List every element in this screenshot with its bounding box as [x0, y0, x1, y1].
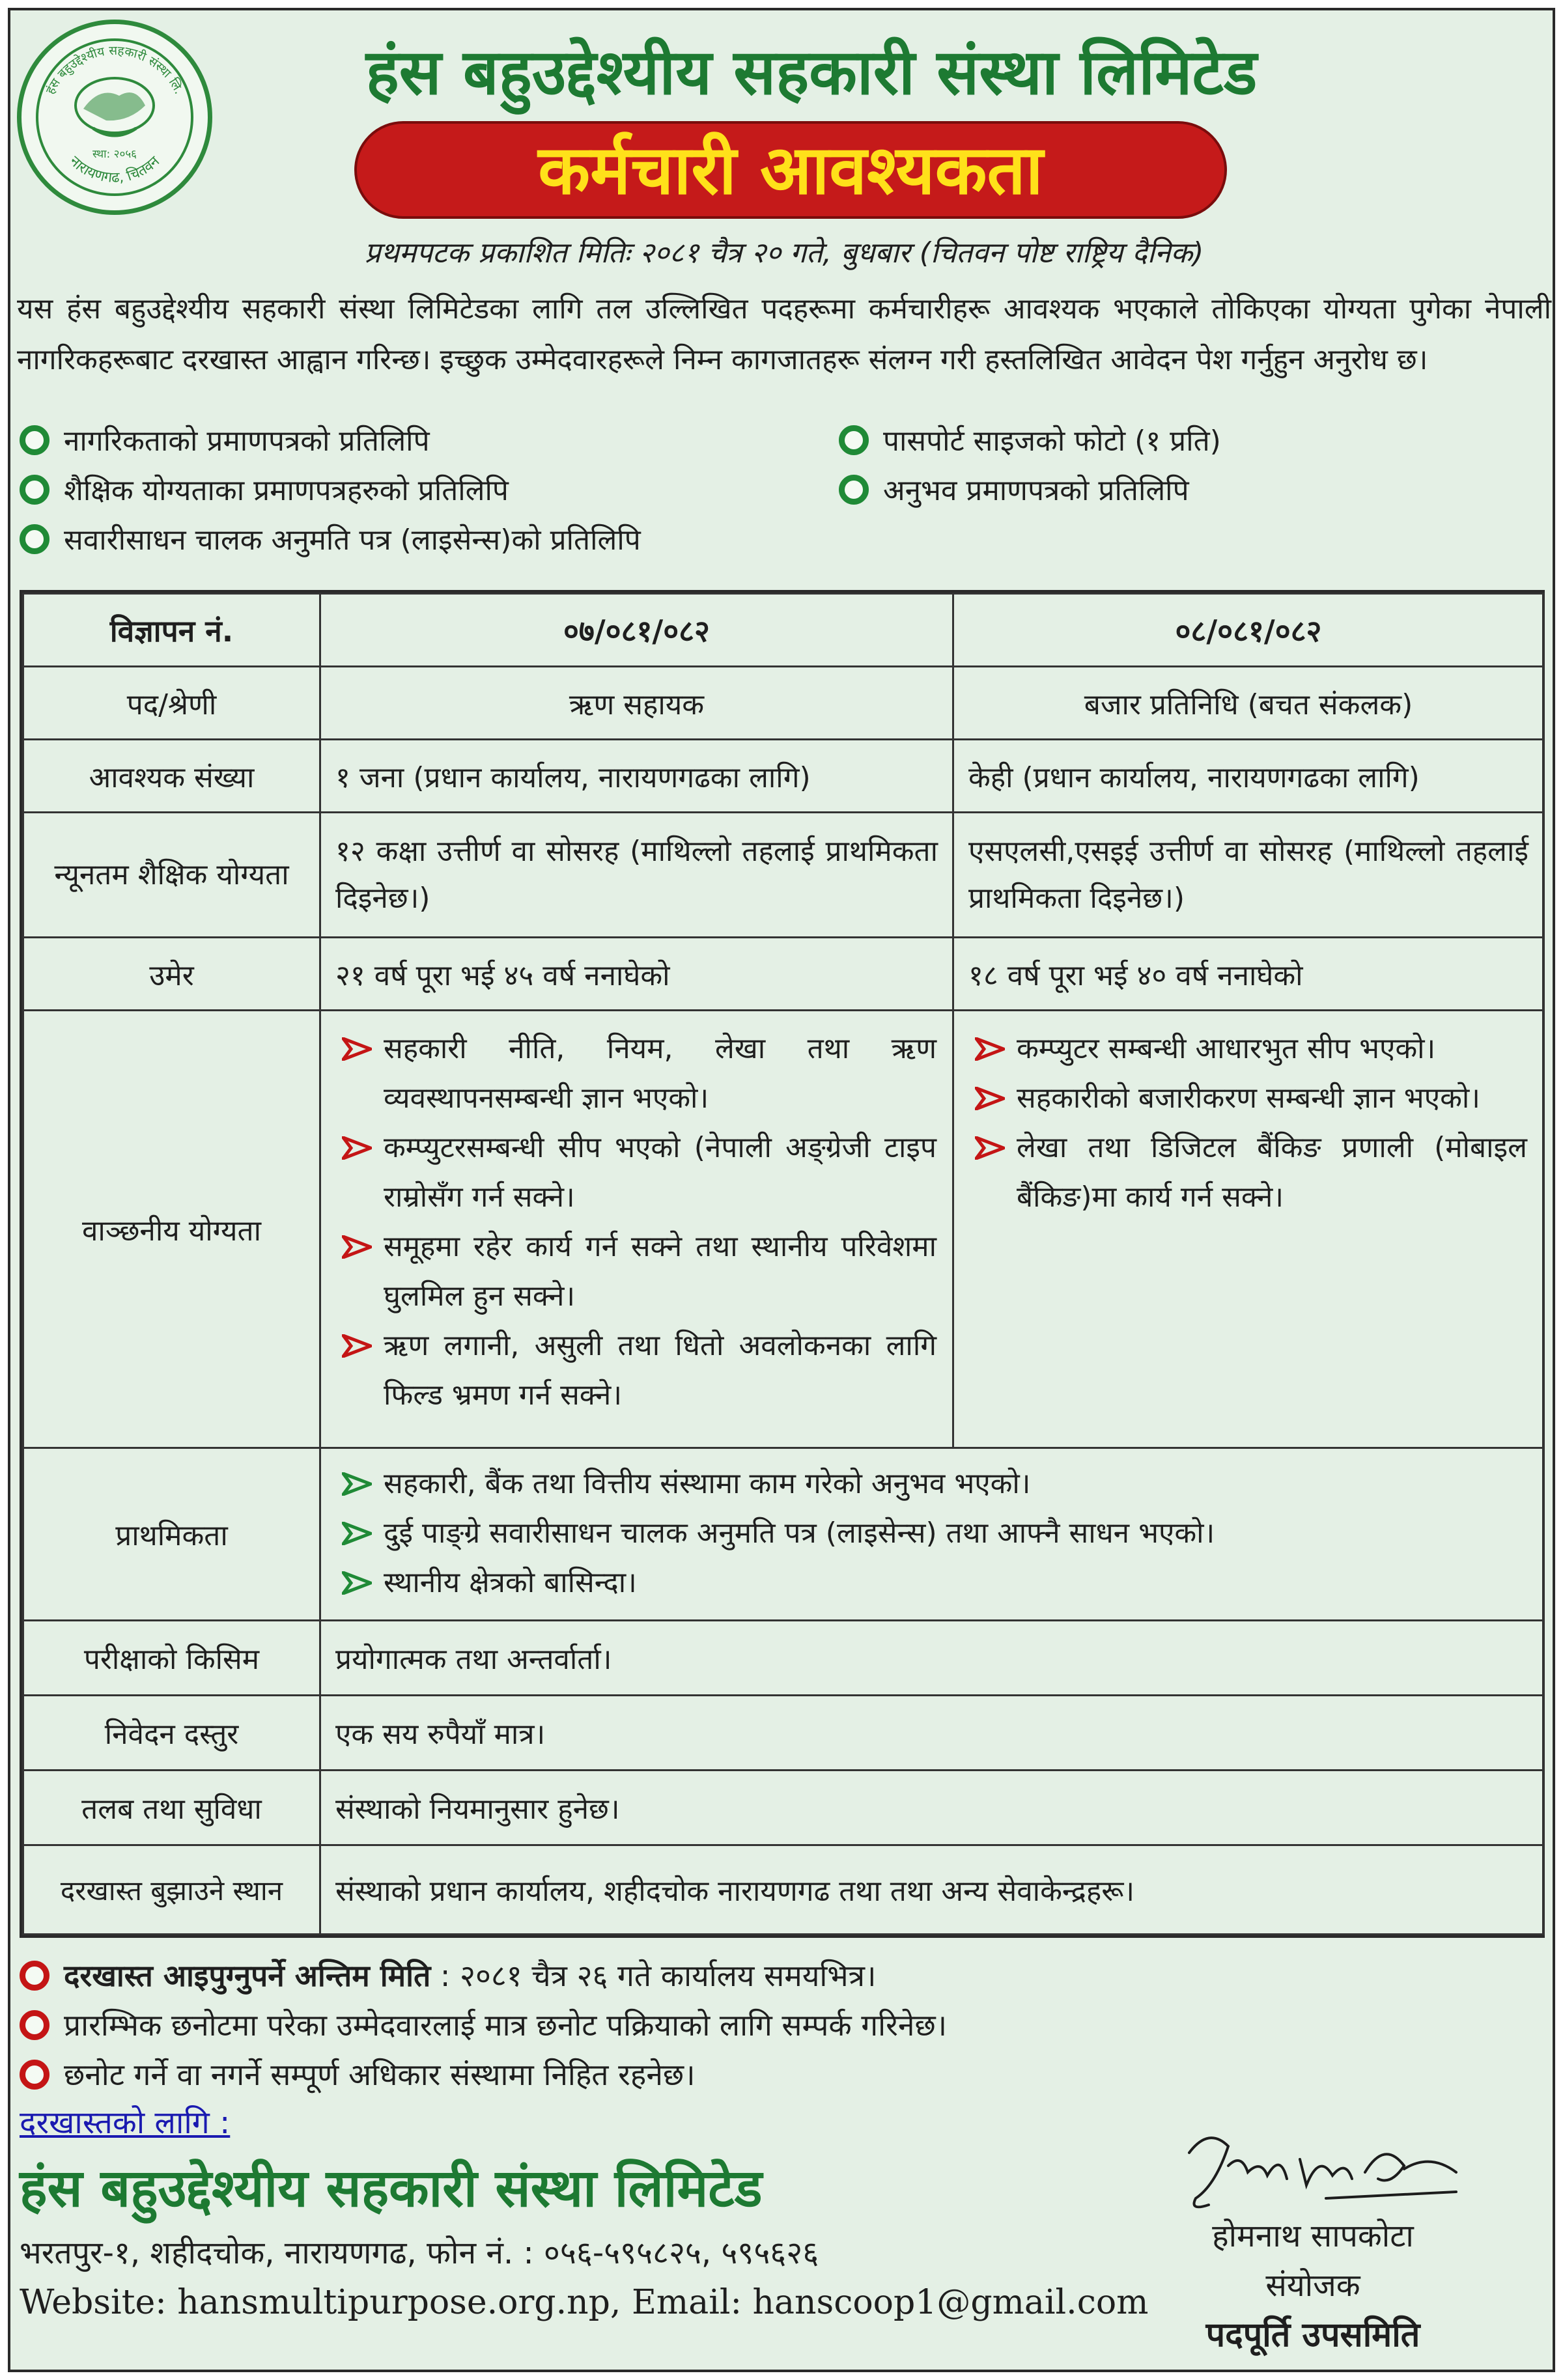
document-text: शैक्षिक योग्यताका प्रमाणपत्रहरुको प्रतिलिपि	[64, 474, 509, 507]
bullet-circle-icon	[20, 475, 49, 505]
desired-text: सहकारी नीति, नियम, लेखा तथा ऋण व्यवस्थापनसम्बन्धी ज्ञान भएको।	[384, 1032, 936, 1115]
priority-item	[337, 1558, 1527, 1608]
desired-item	[970, 1024, 1527, 1074]
age-2: १८ वर्ष पूरा भई ४० वर्ष ननाघेको	[952, 936, 1545, 1011]
red-arrow-icon	[342, 1334, 372, 1358]
post-2: बजार प्रतिनिधि (बचत संकलक)	[952, 665, 1545, 740]
label-place: दरखास्त बुझाउने स्थान	[22, 1844, 321, 1935]
document-text: पासपोर्ट साइजको फोटो (१ प्रति)	[883, 425, 1221, 458]
vacancy-table	[20, 590, 1545, 1938]
education-1: १२ कक्षा उत्तीर्ण वा सोसरह (माथिल्लो तहलाई प्राथमिकता दिइनेछ।)	[319, 811, 954, 938]
label-fee: निवेदन दस्तुर	[22, 1694, 321, 1771]
red-bullet-circle-icon	[20, 2060, 49, 2090]
label-education: न्यूनतम शैक्षिक योग्यता	[22, 811, 321, 938]
committee-name: पदपूर्ति उपसमिति	[1205, 2316, 1420, 2355]
document-item	[20, 421, 430, 462]
priority-text: स्थानीय क्षेत्रको बासिन्दा।	[384, 1566, 637, 1599]
salary-benefits: संस्थाको नियमानुसार हुनेछ।	[319, 1769, 1545, 1846]
desired-item	[970, 1123, 1527, 1222]
desired-text: कम्प्युटर सम्बन्धी आधारभुत सीप भएको।	[1017, 1032, 1436, 1065]
document-item	[839, 470, 1189, 512]
organization-logo	[17, 20, 212, 215]
label-post: पद/श्रेणी	[22, 665, 321, 740]
red-arrow-icon	[975, 1087, 1005, 1110]
footer-website-email[interactable]: Website: hansmultipurpose.org.np, Email: hanscoop1@gmail.com	[20, 2283, 1149, 2322]
signer-title: संयोजक	[1265, 2267, 1360, 2304]
desired-text: ऋण लगानी, असुली तथा धितो अवलोकनका लागि फिल्ड भ्रमण गर्न सक्ने।	[384, 1329, 936, 1412]
submission-place: संस्थाको प्रधान कार्यालय, शहीदचोक नारायणगढ तथा तथा अन्य सेवाकेन्द्रहरू।	[319, 1844, 1545, 1935]
green-arrow-icon	[342, 1472, 372, 1496]
label-salary: तलब तथा सुविधा	[22, 1769, 321, 1846]
label-age: उमेर	[22, 936, 321, 1011]
count-1: १ जना (प्रधान कार्यालय, नारायणगढका लागि)	[319, 738, 954, 813]
organization-title: हंस बहुउद्देश्यीय सहकारी संस्था लिमिटेड	[365, 36, 1258, 109]
logo-emblem-icon	[21, 24, 208, 210]
desired-item	[337, 1024, 936, 1123]
signature-icon	[1170, 2114, 1469, 2218]
red-bullet-circle-icon	[20, 2010, 49, 2040]
bullet-circle-icon	[839, 475, 869, 505]
signer-block	[1118, 2211, 1508, 2360]
svg-text:हंस बहुउद्देश्यीय सहकारी संस्थ	[43, 44, 186, 96]
priority-item	[337, 1509, 1527, 1558]
priority-text: सहकारी, बैंक तथा वित्तीय संस्थामा काम गरेको अनुभव भएको।	[384, 1467, 1031, 1500]
label-exam: परीक्षाको किसिम	[22, 1619, 321, 1696]
vacancy-banner: कर्मचारी आवश्यकता	[354, 121, 1227, 219]
education-2: एसएलसी,एसइई उत्तीर्ण वा सोसरह (माथिल्लो तहलाई प्राथमिकता दिइनेछ।)	[952, 811, 1545, 938]
footer-organization-name: हंस बहुउद्देश्यीय सहकारी संस्था लिमिटेड	[20, 2158, 763, 2219]
exam-type: प्रयोगात्मक तथा अन्तर्वार्ता।	[319, 1619, 1545, 1696]
job-vacancy-notice	[8, 8, 1555, 2372]
red-arrow-icon	[342, 1136, 372, 1160]
desired-item	[970, 1074, 1527, 1123]
bullet-circle-icon	[20, 524, 49, 554]
post-1: ऋण सहायक	[319, 665, 954, 740]
signer-name: होमनाथ सापकोटा	[1212, 2218, 1414, 2254]
note-shortlist	[20, 2000, 1550, 2050]
count-2: केही (प्रधान कार्यालय, नारायणगढका लागि)	[952, 738, 1545, 813]
ad-no-2: ०८/०८१/०८२	[952, 593, 1545, 667]
green-arrow-icon	[342, 1522, 372, 1545]
footer-address: भरतपुर-१, शहीदचोक, नारायणगढ, फोन नं. : ०५६-५९५८२५, ५९५६२६	[20, 2235, 819, 2271]
application-fee: एक सय रुपैयाँ मात्र।	[319, 1694, 1545, 1771]
label-ad-no: विज्ञापन नं.	[22, 593, 321, 667]
red-arrow-icon	[975, 1136, 1005, 1160]
red-bullet-circle-icon	[20, 1961, 49, 1991]
priority-list	[319, 1447, 1545, 1621]
age-1: २१ वर्ष पूरा भई ४५ वर्ष ननाघेको	[319, 936, 954, 1011]
desired-item	[337, 1321, 936, 1420]
bullet-circle-icon	[20, 425, 49, 455]
priority-item	[337, 1459, 1527, 1509]
red-arrow-icon	[342, 1037, 372, 1061]
green-arrow-icon	[342, 1571, 372, 1595]
publication-line: प्रथमपटक प्रकाशित मितिः २०८१ चैत्र २० गते, बुधबार (चितवन पोष्ट राष्ट्रिय दैनिक)	[364, 236, 1204, 270]
logo-est-text: स्था: २०५६	[92, 148, 137, 161]
document-text: नागरिकताको प्रमाणपत्रको प्रतिलिपि	[64, 425, 430, 458]
desired-list-1	[319, 1009, 954, 1449]
label-desired: वाञ्छनीय योग्यता	[22, 1009, 321, 1449]
desired-text: सहकारीको बजारीकरण सम्बन्धी ज्ञान भएको।	[1017, 1082, 1480, 1115]
priority-text: दुई पाङ्ग्रे सवारीसाधन चालक अनुमति पत्र (लाइसेन्स) तथा आफ्नै साधन भएको।	[384, 1517, 1215, 1550]
shortlist-text: प्रारम्भिक छनोटमा परेका उम्मेदवारलाई मात्र छनोट पक्रियाको लागि सम्पर्क गरिनेछ।	[64, 2008, 948, 2043]
ad-no-1: ०७/०८१/०८२	[319, 593, 954, 667]
desired-text: कम्प्युटरसम्बन्धी सीप भएको (नेपाली अङ्ग्रेजी टाइप राम्रोसँग गर्न सक्ने।	[384, 1131, 936, 1214]
note-authority	[20, 2050, 1550, 2099]
note-deadline	[20, 1951, 1550, 2000]
desired-list-2	[952, 1009, 1545, 1449]
document-text: सवारीसाधन चालक अनुमति पत्र (लाइसेन्स)को प्रतिलिपि	[64, 524, 641, 557]
notes-section	[20, 1951, 1550, 2099]
label-count: आवश्यक संख्या	[22, 738, 321, 813]
deadline-label: दरखास्त आइपुग्नुपर्ने अन्तिम मिति	[64, 1958, 431, 1993]
desired-text: समूहमा रहेर कार्य गर्न सक्ने तथा स्थानीय परिवेशमा घुलमिल हुन सक्ने।	[384, 1230, 936, 1313]
desired-text: लेखा तथा डिजिटल बैंकिङ प्रणाली (मोबाइल बैंकिङ)मा कार्य गर्न सक्ने।	[1017, 1131, 1527, 1214]
desired-item	[337, 1222, 936, 1321]
label-priority: प्राथमिकता	[22, 1447, 321, 1621]
red-arrow-icon	[342, 1235, 372, 1259]
document-item	[20, 470, 509, 512]
logo-ring-text: हंस बहुउद्देश्यीय सहकारी संस्था लि.	[43, 43, 186, 97]
document-item	[839, 421, 1221, 462]
red-arrow-icon	[975, 1037, 1005, 1061]
deadline-value: : २०८१ चैत्र २६ गते कार्यालय समयभित्र।	[440, 1958, 877, 1993]
document-item	[20, 520, 641, 561]
desired-item	[337, 1123, 936, 1222]
bullet-circle-icon	[839, 425, 869, 455]
apply-for-label: दरखास्तको लागि :	[20, 2105, 231, 2141]
authority-text: छनोट गर्ने वा नगर्ने सम्पूर्ण अधिकार संस्थामा निहित रहनेछ।	[64, 2057, 696, 2092]
document-text: अनुभव प्रमाणपत्रको प्रतिलिपि	[883, 474, 1189, 507]
logo-place-text: नारायणगढ, चितवन	[66, 153, 163, 186]
intro-paragraph: यस हंस बहुउद्देश्यीय सहकारी संस्था लिमिटेडका लागि तल उल्लिखित पदहरूमा कर्मचारीहरू आवश्यक भएकाले तोकिएका योग्यता पुगेका नेपाली नागरिकहरूबाट दरखास्त आह्वान गरिन्छ। इच्छुक उम्मेदवारहरूले निम्न कागजातहरू संलग्न गरी हस्तलिखित आवेदन पेश गर्नुहुन अनुरोध छ।	[17, 292, 1551, 376]
